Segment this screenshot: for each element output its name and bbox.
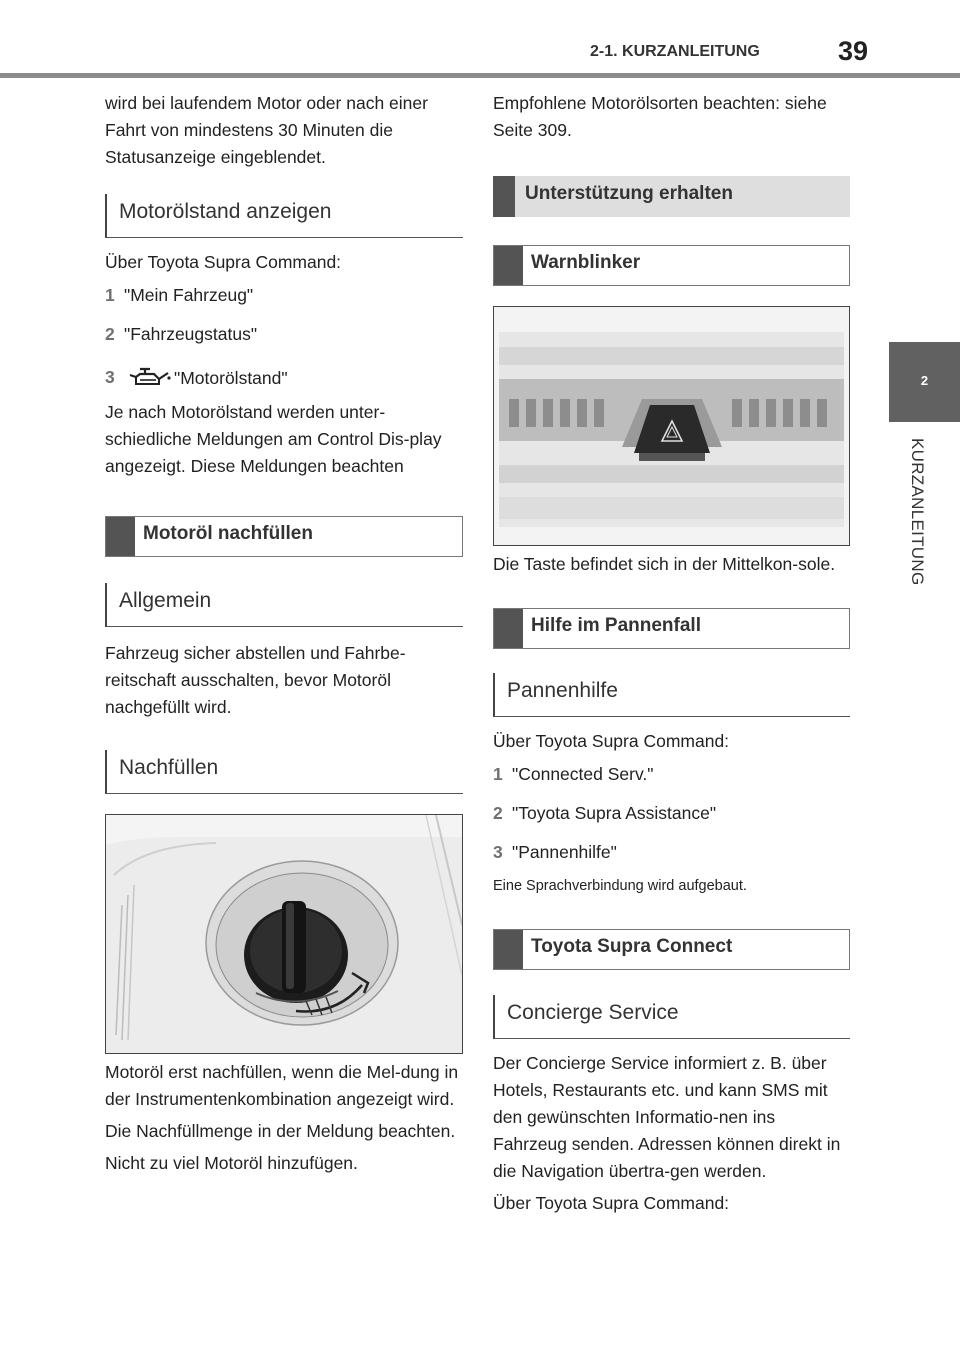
chapter-tab: 2 [889, 342, 960, 422]
heading-text: Motoröl nachfüllen [143, 523, 313, 544]
step-text: "Motorölstand" [174, 368, 288, 388]
step-text: "Toyota Supra Assistance" [512, 803, 717, 823]
heading-motoroel-nachfuellen [105, 516, 463, 557]
heading-pannenhilfe: Pannenhilfe [493, 673, 850, 717]
step-text: "Mein Fahrzeug" [124, 285, 254, 305]
step-text: "Pannenhilfe" [512, 842, 617, 862]
step-number: 2 [105, 324, 115, 344]
step-number: 1 [105, 285, 115, 305]
step-item [493, 763, 850, 785]
heading-toyota-supra-connect [493, 929, 850, 970]
after-image-paragraph-3: Nicht zu viel Motoröl hinzufügen. [105, 1153, 358, 1173]
step-number: 1 [493, 764, 503, 784]
step-text: "Connected Serv." [512, 764, 654, 784]
section-title: 2-1. KURZANLEITUNG [590, 43, 760, 60]
concierge-paragraph: Der Concierge Service informiert z. B. über Hotels, Restaurants etc. und kann SMS mit den gewünschten Informatio-nen ins Fahrzeug senden. Adressen können direkt in die Navigation übertra-gen werden. [493, 1053, 841, 1181]
heading-bar [494, 609, 523, 648]
after-image-paragraph-1: Motoröl erst nachfüllen, wenn die Mel-dung in der Instrumentenkombination angezeigt wird. [105, 1062, 459, 1109]
step-number: 3 [493, 842, 503, 862]
heading-allgemein: Allgemein [105, 583, 463, 627]
heading-warnblinker [493, 245, 850, 286]
command-intro: Über Toyota Supra Command: [493, 731, 730, 751]
heading-concierge-service: Concierge Service [493, 995, 850, 1039]
step-item [105, 284, 463, 306]
heading-text: Hilfe im Pannenfall [531, 615, 701, 636]
header-rule [0, 73, 960, 78]
heading-bar [494, 930, 523, 969]
intro-paragraph: wird bei laufendem Motor oder nach einer Fahrt von mindestens 30 Minuten die Statusanzeige eingeblendet. [105, 93, 428, 167]
left-column [105, 90, 463, 1177]
heading-hilfe-im-pannenfall [493, 608, 850, 649]
oelsorten-paragraph: Empfohlene Motorölsorten beachten: siehe Seite 309. [493, 93, 827, 140]
step-number: 3 [105, 367, 115, 387]
sprachverbindung-note: Eine Sprachverbindung wird aufgebaut. [493, 878, 747, 894]
heading-oelstand-anzeigen: Motorölstand anzeigen [105, 194, 463, 238]
step-item [493, 841, 850, 863]
oil-cap-drawing [106, 815, 462, 1053]
meldungen-paragraph: Je nach Motorölstand werden unter-schiedliche Meldungen am Control Dis-play angezeigt. Diese Meldungen beachten [105, 402, 442, 476]
heading-text: Toyota Supra Connect [531, 936, 733, 957]
step-item [105, 366, 463, 389]
heading-nachfuellen: Nachfüllen [105, 750, 463, 794]
heading-bar [106, 517, 135, 556]
allgemein-paragraph: Fahrzeug sicher abstellen und Fahrbe-reitschaft ausschalten, bevor Motoröl nachgefüllt wird. [105, 643, 406, 717]
step-number: 2 [493, 803, 503, 823]
heading-text: Warnblinker [531, 252, 641, 273]
command-intro-2: Über Toyota Supra Command: [493, 1193, 730, 1213]
page-number: 39 [838, 36, 869, 66]
warnblinker-paragraph: Die Taste befindet sich in der Mittelkon-sole. [493, 554, 836, 574]
heading-bar [494, 246, 523, 285]
oil-cap-illustration [105, 814, 463, 1054]
step-text: "Fahrzeugstatus" [124, 324, 258, 344]
chapter-label: KURZANLEITUNG [908, 438, 927, 586]
step-item [105, 323, 463, 345]
command-intro: Über Toyota Supra Command: [105, 252, 342, 272]
oil-level-icon [126, 366, 172, 388]
hazard-button-illustration [493, 306, 850, 546]
heading-unterstuetzung-erhalten: Unterstützung erhalten [493, 176, 850, 217]
after-image-paragraph-2: Die Nachfüllmenge in der Meldung beachten. [105, 1121, 456, 1141]
right-column [493, 90, 850, 1217]
step-item [493, 802, 850, 824]
hazard-button-drawing [494, 307, 849, 545]
